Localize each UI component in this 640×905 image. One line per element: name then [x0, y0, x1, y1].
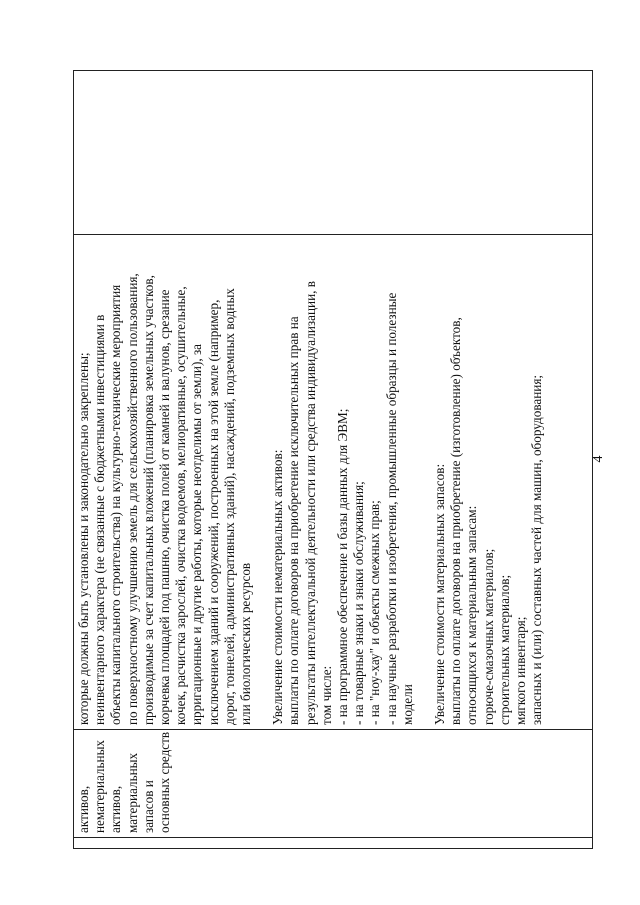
description-line: результаты интеллектуальной деятельности или средства индивидуализации, в [302, 281, 318, 725]
section-heading: Увеличение стоимости нематериальных активов: [270, 449, 286, 725]
description-line: модели [399, 684, 415, 725]
table-cell-notes [74, 71, 593, 235]
description-line: горюче-смазочных материалов; [480, 548, 496, 725]
description-line: дорог, тоннелей, административных зданий), насаждений, подземных водных [221, 288, 237, 725]
description-line: относящихся к материальным запасам: [464, 505, 480, 725]
paragraph-gap [254, 239, 270, 725]
section-heading: Увеличение стоимости материальных запасов: [432, 463, 448, 725]
table-cell-category [74, 730, 593, 838]
list-item: - на программное обеспечение и базы данных для ЭВМ; [335, 408, 351, 725]
description-line: выплаты по оплате договоров на приобретение (изготовление) объектов, [448, 317, 464, 725]
list-item: - на товарные знаки и знаки обслуживания; [351, 481, 367, 725]
description-line: или биологических ресурсов [238, 562, 254, 725]
description-line: кочек, расчистка зарослей, очистка водоемов, мелиоративные, осушительные, [173, 286, 189, 725]
list-item: - на научные разработки и изобретения, промышленные образцы и полезные [383, 292, 399, 725]
description-line: объекты капитального строительства) на культурно-технические мероприятия [108, 284, 124, 725]
description-line: корчевка площадей под пашню, очистка полей от камней и валунов, срезание [157, 289, 173, 725]
description-line: неинвентарного характера (не связанные с бюджетными инвестициями в [92, 314, 108, 725]
rotated-page-content [73, 71, 593, 849]
category-line: активов, [76, 785, 91, 833]
description-line: том числе: [318, 665, 334, 725]
description-line: ирригационные и другие работы, которые неотделимы от земли), за [189, 343, 205, 725]
description-line: которые должны быть установлены и законодательно закреплены; [76, 352, 91, 725]
category-line: запасов и [140, 780, 156, 833]
paragraph-gap [416, 239, 432, 725]
description-line: исключением зданий и сооружений, построенных на этой земле (например, [205, 299, 221, 725]
page-number: 4 [591, 455, 606, 463]
category-line: активов, [108, 785, 124, 833]
description-line: запасных и (или) составных частей для машин, оборудования; [529, 374, 545, 725]
description-line: производимые за счет капитальных вложений (планировка земельных участков, [140, 275, 156, 725]
description-line: мягкого инвентаря; [513, 616, 529, 725]
description-line: выплаты по оплате договоров на приобретение исключительных прав на [286, 316, 302, 725]
description-line: по поверхностному улучшению земель для сельскохозяйственного пользования, [124, 273, 140, 725]
category-line: основных средств [157, 731, 173, 833]
table-cell-index [74, 838, 593, 849]
category-line: нематериальных [92, 739, 108, 833]
table-row [74, 71, 593, 849]
classification-table [73, 70, 593, 849]
category-line: материальных [124, 752, 140, 833]
table-cell-description [74, 235, 593, 730]
list-item: - на "ноу-хау" и объекты смежных прав; [367, 500, 383, 725]
description-line: строительных материалов; [496, 574, 512, 725]
